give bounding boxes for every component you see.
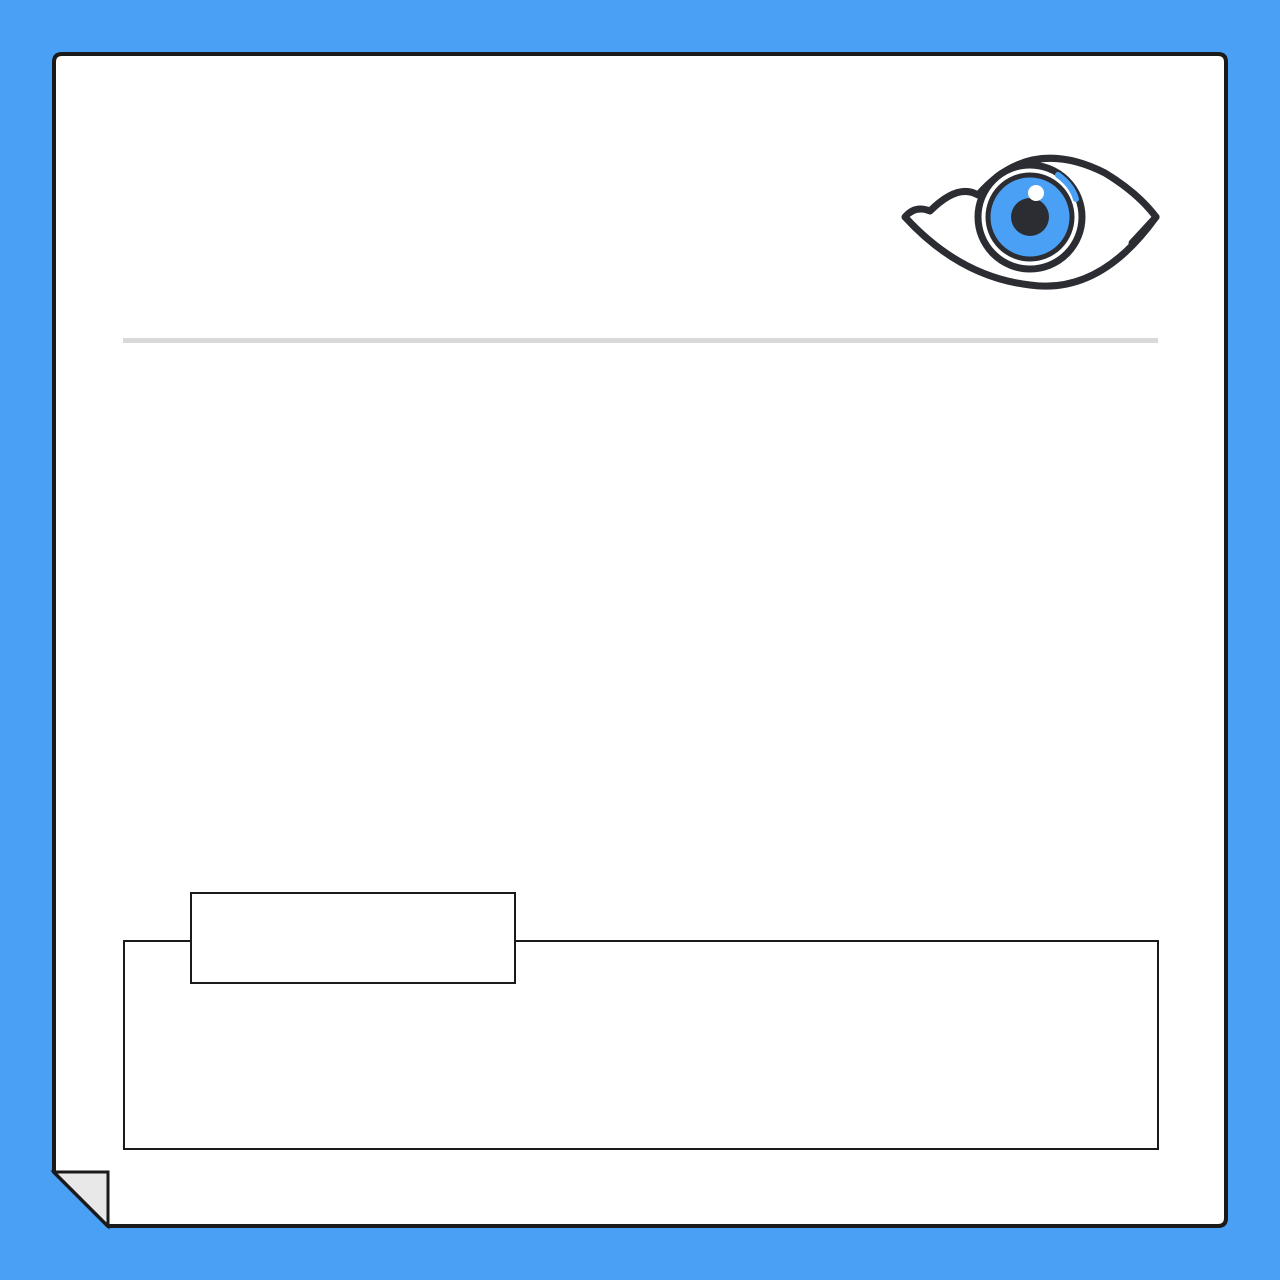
divider	[123, 338, 1158, 343]
folded-corner	[54, 1172, 108, 1226]
eye-icon	[900, 145, 1162, 295]
info-box-title	[190, 892, 516, 984]
bar-chart	[130, 520, 1140, 870]
